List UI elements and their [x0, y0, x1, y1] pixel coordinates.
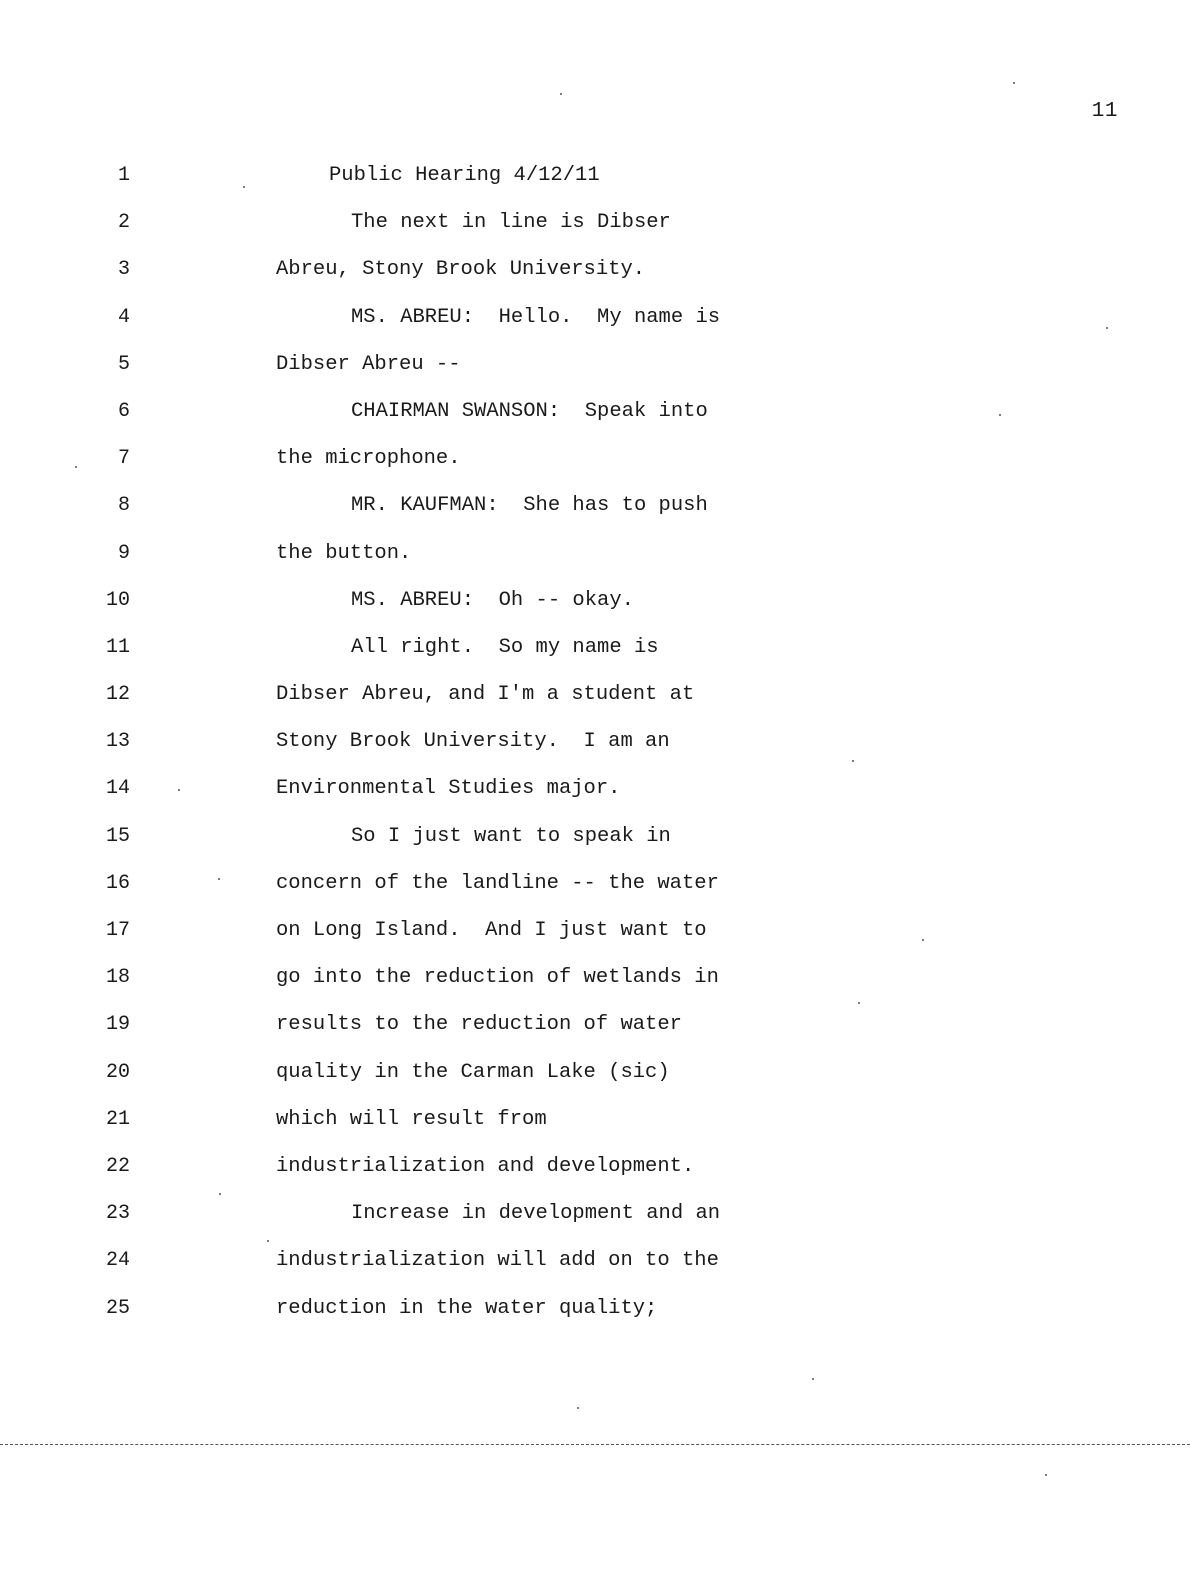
transcript-line: [0, 681, 1190, 728]
line-text: The next in line is Dibser: [351, 211, 671, 235]
line-text: MS. ABREU: Hello. My name is: [351, 305, 721, 329]
transcript-line: [0, 1200, 1190, 1247]
transcript-line: [0, 1059, 1190, 1106]
line-number: 1: [117, 164, 130, 187]
line-text: concern of the landline -- the water: [276, 871, 719, 895]
line-text: Dibser Abreu --: [276, 352, 461, 376]
line-number: 11: [105, 635, 130, 659]
transcript-line: [0, 1011, 1190, 1058]
line-number: 3: [117, 258, 130, 282]
scan-speck: [577, 1407, 579, 1409]
line-text: results to the reduction of water: [276, 1013, 682, 1037]
line-text: quality in the Carman Lake (sic): [276, 1060, 670, 1084]
scan-speck: [75, 466, 77, 468]
transcript-line: [0, 728, 1190, 775]
line-text: go into the reduction of wetlands in: [276, 966, 719, 990]
line-number: 19: [105, 1013, 130, 1037]
line-number: 22: [105, 1154, 130, 1178]
line-text: which will result from: [276, 1107, 547, 1131]
line-number: 12: [105, 683, 130, 707]
transcript-line: [0, 445, 1190, 492]
line-number: 23: [105, 1202, 130, 1226]
line-text: industrialization will add on to the: [276, 1249, 719, 1273]
transcript-line: [0, 634, 1190, 681]
transcript-line: [0, 351, 1190, 398]
scan-speck: [560, 93, 562, 95]
line-text: CHAIRMAN SWANSON: Speak into: [351, 399, 708, 423]
line-number: 21: [105, 1107, 130, 1131]
transcript-line: [0, 1106, 1190, 1153]
line-text: Abreu, Stony Brook University.: [276, 258, 646, 282]
line-number: 16: [105, 871, 130, 895]
transcript-line: [0, 162, 1190, 209]
transcript-line: [0, 398, 1190, 445]
line-number: 4: [117, 305, 130, 329]
scan-speck: [858, 1002, 860, 1004]
transcript-line: [0, 256, 1190, 303]
transcript-header: Public Hearing 4/12/11: [329, 164, 600, 187]
line-number: 25: [105, 1296, 130, 1320]
scan-speck: [1106, 327, 1108, 329]
line-text: on Long Island. And I just want to: [276, 919, 707, 942]
transcript-line: [0, 870, 1190, 917]
transcript-line: [0, 1153, 1190, 1200]
line-number: 7: [117, 447, 130, 471]
line-text: Environmental Studies major.: [276, 777, 621, 801]
transcript-line: [0, 587, 1190, 634]
scan-speck: [219, 1193, 221, 1195]
line-number: 24: [105, 1249, 130, 1273]
line-text: industrialization and development.: [276, 1154, 695, 1178]
line-number: 9: [117, 541, 130, 565]
line-text: MS. ABREU: Oh -- okay.: [351, 588, 634, 612]
transcript-line: [0, 1247, 1190, 1294]
line-text: Stony Brook University. I am an: [276, 730, 670, 754]
line-number: 15: [105, 824, 130, 848]
transcript-line: [0, 775, 1190, 822]
line-number: 20: [105, 1060, 130, 1084]
scan-speck: [218, 878, 220, 880]
transcript-line: [0, 492, 1190, 539]
line-text: All right. So my name is: [351, 635, 659, 659]
scan-speck: [922, 939, 924, 941]
scan-speck: [1045, 1474, 1047, 1476]
line-number: 6: [117, 399, 130, 423]
scan-speck: [243, 186, 245, 188]
line-text: Dibser Abreu, and I'm a student at: [276, 683, 695, 707]
transcript-line: [0, 964, 1190, 1011]
line-number: 13: [105, 730, 130, 754]
line-text: the button.: [276, 541, 412, 565]
scan-speck: [999, 414, 1001, 416]
line-number: 18: [105, 966, 130, 990]
page-bottom-rule: [0, 1444, 1190, 1445]
transcript-line: [0, 209, 1190, 256]
scan-speck: [178, 789, 180, 791]
transcript-line: [0, 304, 1190, 351]
transcript-line: [0, 540, 1190, 587]
line-number: 10: [105, 588, 130, 612]
scan-speck: [852, 760, 854, 762]
transcript-line: [0, 1295, 1190, 1342]
line-text: reduction in the water quality;: [276, 1296, 658, 1320]
line-text: the microphone.: [276, 447, 461, 471]
page-number: 11: [1091, 100, 1118, 123]
transcript-body: [0, 162, 1190, 1342]
transcript-line: [0, 917, 1190, 964]
line-text: So I just want to speak in: [351, 824, 671, 848]
scan-speck: [1013, 82, 1015, 84]
transcript-line: [0, 823, 1190, 870]
line-number: 2: [117, 211, 130, 235]
line-text: Increase in development and an: [351, 1202, 721, 1226]
line-number: 5: [117, 352, 130, 376]
line-number: 8: [117, 494, 130, 518]
line-number: 17: [105, 919, 130, 942]
line-number: 14: [105, 777, 130, 801]
scan-speck: [267, 1240, 269, 1242]
scan-speck: [812, 1378, 814, 1380]
line-text: MR. KAUFMAN: She has to push: [351, 494, 708, 518]
